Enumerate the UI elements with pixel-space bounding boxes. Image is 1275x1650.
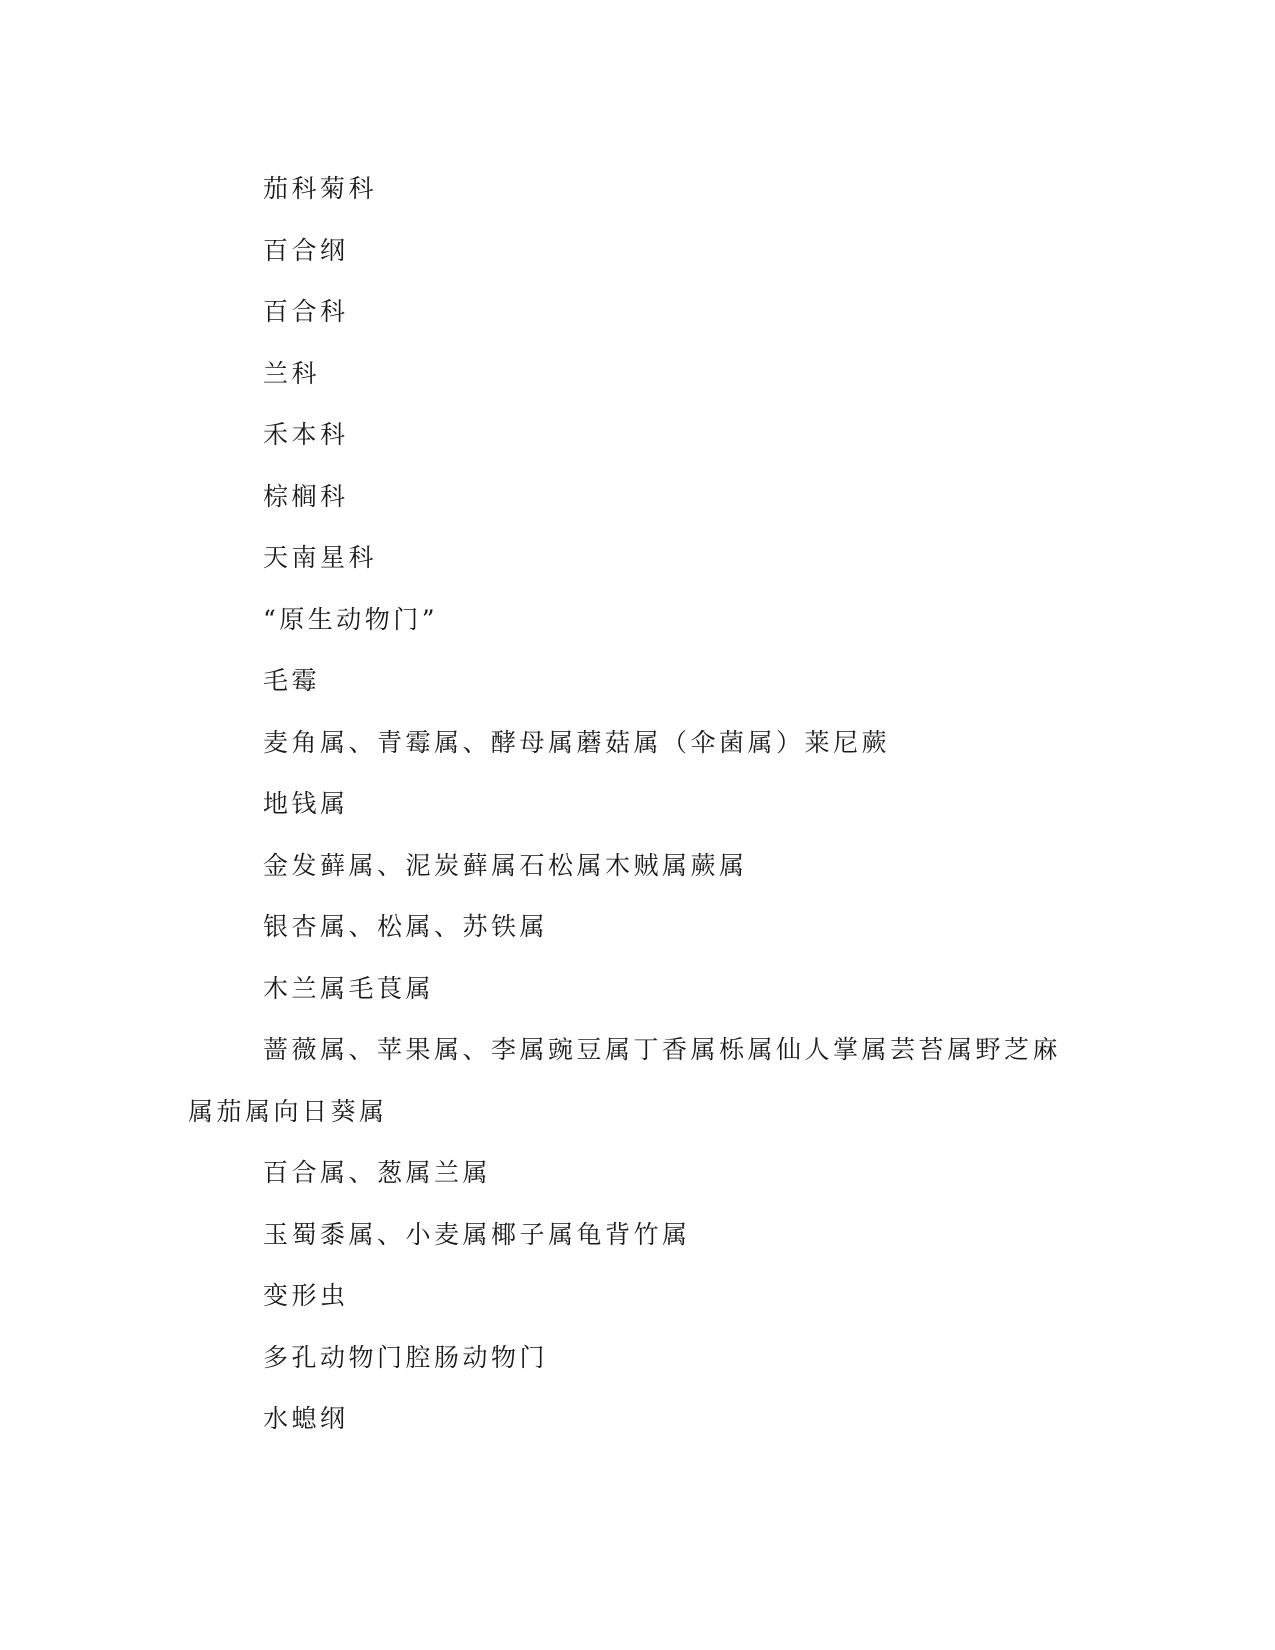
paragraph: 玉蜀黍属、小麦属椰子属龟背竹属 <box>263 1219 691 1249</box>
paragraph: 多孔动物门腔肠动物门 <box>263 1342 549 1372</box>
paragraph: 棕榈科 <box>263 481 349 511</box>
paragraph: 地钱属 <box>263 789 349 818</box>
paragraph: 茄科菊科 <box>263 174 378 203</box>
document-body <box>188 158 1088 1450</box>
paragraph: 蔷薇属、苹果属、李属豌豆属丁香属栎属仙人掌属芸苔属野芝麻属茄属向日葵属 <box>188 1035 1062 1126</box>
paragraph: 变形虫 <box>263 1281 349 1310</box>
paragraph: 毛霉 <box>263 666 321 695</box>
paragraph: 金发藓属、泥炭藓属石松属木贼属蕨属 <box>263 850 748 880</box>
paragraph: 百合属、葱属兰属 <box>263 1158 492 1187</box>
paragraph: 百合纲 <box>263 235 349 265</box>
paragraph: “原生动物门” <box>263 604 439 634</box>
paragraph: 天南星科 <box>263 543 378 572</box>
paragraph: 水螅纲 <box>263 1404 349 1433</box>
paragraph: 银杏属、松属、苏铁属 <box>263 912 549 941</box>
paragraph: 兰科 <box>263 358 321 388</box>
paragraph: 木兰属毛茛属 <box>263 973 435 1003</box>
paragraph: 百合科 <box>263 297 349 326</box>
paragraph: 禾本科 <box>263 420 349 449</box>
paragraph: 麦角属、青霉属、酵母属蘑菇属（伞菌属）莱尼蕨 <box>263 727 891 757</box>
